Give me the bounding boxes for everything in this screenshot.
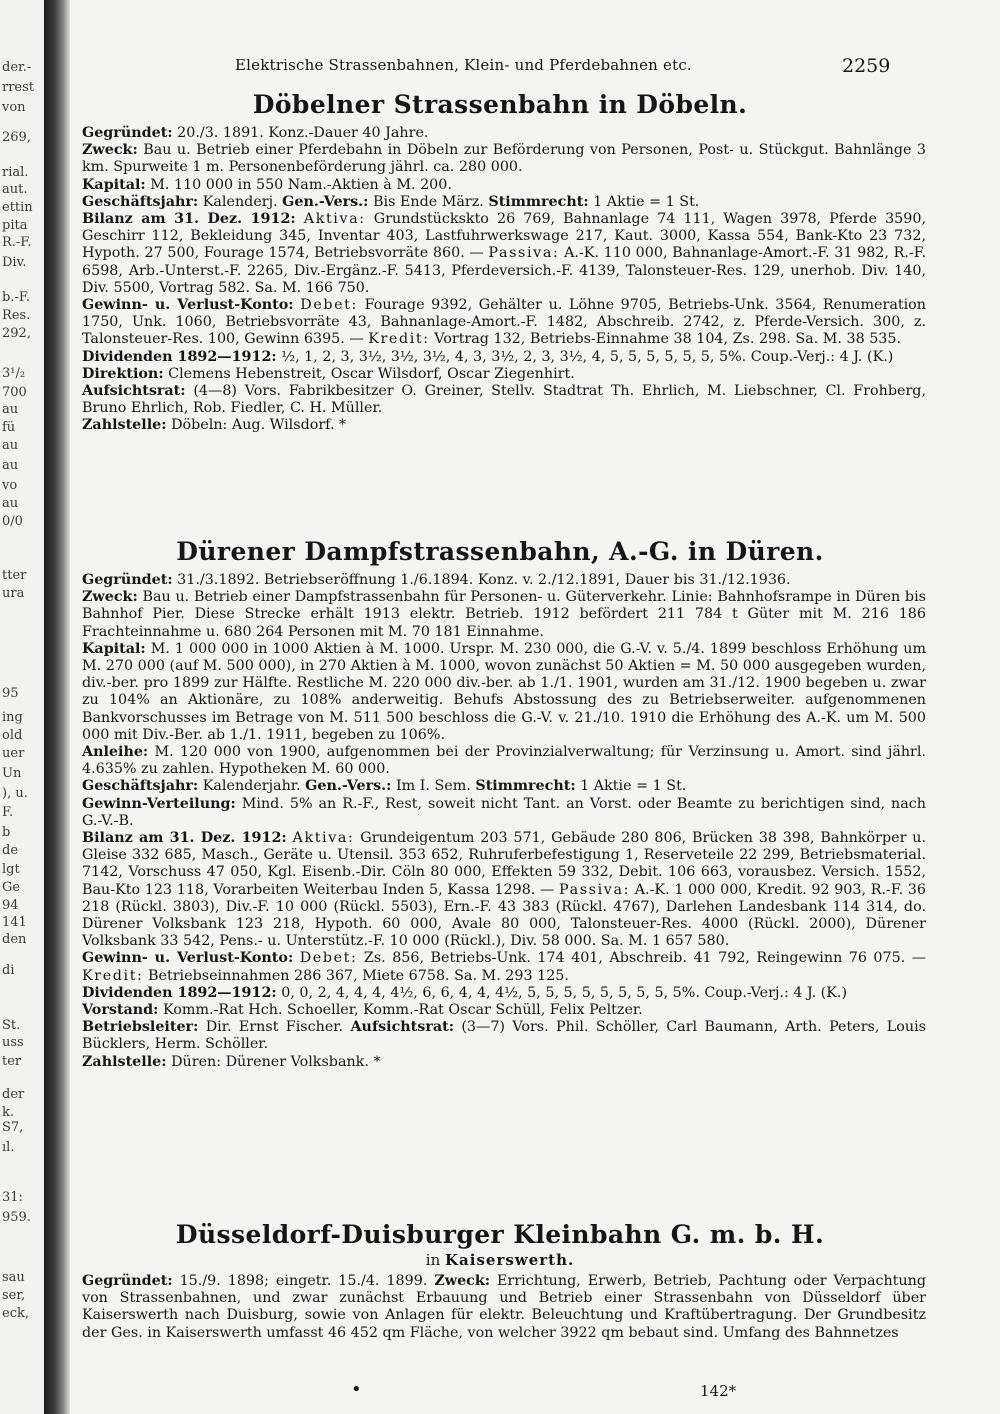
spaced-label: Kredit: xyxy=(368,331,430,348)
spaced-label: Aktiva: xyxy=(303,211,366,228)
section-body xyxy=(70,1273,930,1342)
margin-fragment: rial. xyxy=(2,165,29,180)
margin-fragment: der xyxy=(2,1087,25,1102)
section-duerener xyxy=(70,537,930,1071)
field-text: Bis Ende März. xyxy=(372,193,484,210)
entry-paragraph xyxy=(70,950,930,984)
margin-fragment: lgt xyxy=(2,862,20,877)
entry-paragraph xyxy=(70,383,930,417)
field-text: (3—7) Vors. Phil. Schöller, Carl Baumann, Arth. Peters, Louis Bücklers, Herm. Schöller. xyxy=(82,1019,926,1053)
margin-fragment: b.-F. xyxy=(2,290,30,305)
subtitle-prefix: in xyxy=(425,1251,441,1269)
margin-fragment: ser, xyxy=(2,1288,26,1303)
field-text: Im I. Sem. xyxy=(395,778,471,795)
entry-paragraph xyxy=(70,830,930,950)
entry-paragraph xyxy=(70,417,930,434)
margin-fragment: Res. xyxy=(2,308,31,323)
field-text: A.-K. 110 000, Bahnanlage-Amort.-F. 31 982, R.-F. 6598, Arb.-Unterst.-F. 2265, Div.-Ergänz.-F. 5413, Pferdeversich.-F. 4139, Talonsteuer-Res. 129, unerhob. Div. 140, Div. 5500, Vortrag 582. Sa. M. 166 750. xyxy=(82,245,927,296)
field-text: Fourage 9392, Gehälter u. Löhne 9705, Betriebs-Unk. 3564, Renumeration 1750, Unk. 1060, Betriebsvorräte 43, Bahnanlage-Amort.-F. 1482, Abschreib. 2742, z. Pferde-Versich. 300, z. Talonsteuer-Res. 100, Gewinn 6395. — xyxy=(82,297,927,348)
section-title: Düsseldorf-Duisburger Kleinbahn G. m. b. H. xyxy=(175,1220,825,1249)
field-text: 1 Aktie = 1 St. xyxy=(580,778,687,795)
margin-fragment: ettin xyxy=(2,200,33,215)
field-label: Gegründet: xyxy=(82,572,173,588)
field-label: Kapital: xyxy=(82,176,146,193)
field-label: Geschäftsjahr: xyxy=(82,778,199,795)
field-label: Betriebsleiter: xyxy=(82,1019,199,1036)
field-label: Zweck: xyxy=(82,142,138,159)
margin-fragment: F. xyxy=(2,805,14,820)
field-label: Aufsichtsrat: xyxy=(350,1019,455,1036)
margin-fragment: di xyxy=(2,963,15,978)
field-text: Mind. 5% an R.-F., Rest, soweit nicht Tant. an Vorst. oder Beamte zu berichtigen sind, nach G.-V.-B. xyxy=(82,795,926,829)
field-text: 20./3. 1891. Konz.-Dauer 40 Jahre. xyxy=(177,125,429,141)
field-label: Gen.-Vers.: xyxy=(305,778,392,795)
margin-fragment: sau xyxy=(2,1270,25,1285)
section-body xyxy=(70,125,930,435)
margin-fragment: old xyxy=(2,728,23,743)
section-subtitle xyxy=(70,1251,930,1269)
margin-fragment: aut. xyxy=(2,182,28,197)
field-label: Zahlstelle: xyxy=(82,1053,167,1070)
field-text: Betriebseinnahmen 286 367, Miete 6758. Sa. M. 293 125. xyxy=(148,967,569,984)
field-label: Gegründet: xyxy=(82,1273,173,1289)
field-text: M. 1 000 000 in 1000 Aktien à M. 1000. Urspr. M. 230 000, die G.-V. v. 5./4. 1899 beschloss Erhöhung um M. 270 000 (auf M. 500 000), in 270 Aktien à M. 1000, wovon zunächst 50 Aktien = M. 50 000 ausgegeben wurden, div.-ber. pro 1899 zur Hälfte. Restliche M. 220 000 div.-ber. ab 1./1. 1901, wurden am 31./12. 1900 begeben u. zwar zu 104% an Aktionäre, zu 108% anderweitig. Behufs Abstossung des zu Betriebserweiter. aufgenommenen Bankvorschusses im Betrage von M. 511 500 beschloss die G.-V. v. 21./10. 1910 die Erhöhung des A.-K. um M. 500 000 mit Div.-Ber. ab 1./1. 1911, begeben zu 106%. xyxy=(82,640,926,743)
field-text: 0, 0, 2, 4, 4, 4, 4½, 6, 6, 4, 4, 4½, 5, 5, 5, 5, 5, 5, 5, 5, 5%. Coup.-Verj.: 4 J. (K.) xyxy=(281,984,848,1001)
field-text: Zs. 856, Betriebs-Unk. 174 401, Abschreib. 41 792, Reingewinn 76 075. — xyxy=(363,950,927,967)
margin-fragment: ), u. xyxy=(2,786,28,801)
margin-fragment: ıl. xyxy=(2,1140,15,1155)
entry-paragraph xyxy=(70,572,930,589)
margin-fragment: vo xyxy=(2,478,18,493)
section-title: Döbelner Strassenbahn in Döbeln. xyxy=(252,90,748,119)
field-text: Kalenderj. xyxy=(202,193,278,210)
entry-paragraph xyxy=(70,349,930,366)
field-label: Gegründet: xyxy=(82,125,173,141)
margin-fragment: eck, xyxy=(2,1306,29,1321)
field-label: Aufsichtsrat: xyxy=(82,383,186,400)
margin-fragment: von xyxy=(2,100,26,115)
field-label: Zweck: xyxy=(434,1273,491,1289)
field-label: Gewinn-Verteilung: xyxy=(82,795,236,812)
entry-paragraph xyxy=(70,744,930,778)
field-text: 15./9. 1898; eingetr. 15./4. 1899. xyxy=(179,1273,428,1289)
field-label: Dividenden 1892—1912: xyxy=(82,984,277,1001)
field-text: Grundeigentum 203 571, Gebäude 280 806, Brücken 38 398, Bahnkörper u. Gleise 332 685, Masch., Geräte u. Utensil. 353 652, Ruhruferbefestigung 1, Reserveteile 22 299, Betriebsmaterial. 7142, Vorschuss 47 050, Kgl. Eisenb.-Dir. Cöln 80 000, Effekten 59 332, Debit. 106 663, vorausbez. Versich. 1552, Bau-Kto 123 118, Vorarbeiten Weiterbau Inden 5, Kassa 1298. — xyxy=(82,830,926,898)
margin-fragment: 3¹/₂ xyxy=(2,366,26,381)
field-text: Kalenderjahr. xyxy=(202,778,301,795)
field-text: (4—8) Vors. Fabrikbesitzer O. Greiner, Stellv. Stadtrat Th. Ehrlich, M. Liebschner, Cl. Frohberg, Bruno Ehrlich, Rob. Fiedler, C. H. Müller. xyxy=(82,383,927,417)
field-label: Bilanz am 31. Dez. 1912: xyxy=(82,830,287,847)
section-duesseldorf-duisburger xyxy=(70,1220,930,1342)
field-label: Stimmrecht: xyxy=(475,778,576,795)
field-text: M. 120 000 von 1900, aufgenommen bei der Provinzialverwaltung; für Verzinsung u. Amort. sind jährl. 4.635% zu zahlen. Hypotheken M. 60 000. xyxy=(82,744,927,778)
spaced-label: Debet: xyxy=(299,950,358,967)
margin-fragment: ura xyxy=(2,586,25,601)
subtitle-place: Kaiserswerth. xyxy=(445,1251,575,1269)
entry-paragraph xyxy=(70,125,930,142)
field-text: Bau u. Betrieb einer Dampfstrassenbahn für Personen- u. Güterverkehr. Linie: Bahnhofsrampe in Düren bis Bahnhof Pier. Diese Strecke erhält 1913 elektr. Betrieb. 1912 befördert 211 784 t Güter mit M. 216 186 Frachteinnahme u. 680 264 Personen mit M. 70 181 Einnahme. xyxy=(82,589,926,640)
field-text: A.-K. 1 000 000, Kredit. 92 903, R.-F. 36 218 (Rückl. 3803), Div.-F. 10 000 (Rückl. 5503), Ern.-F. 43 383 (Rückl. 4767), Darlehen Landesbank 114 314, do. Dürener Volksbank 123 218, Hypoth. 60 000, Avale 80 000, Talonsteuer-Res. 4000 (Rückl. 2000), Dürener Volksbank 33 542, Pens.- u. Unterstütz.-F. 10 000 (Rückl.), Div. 58 000. Sa. M. 1 657 580. xyxy=(82,881,926,950)
field-text: Komm.-Rat Hch. Schoeller, Komm.-Rat Oscar Schüll, Felix Peltzer. xyxy=(162,1002,643,1019)
margin-fragment: Ge xyxy=(2,880,21,895)
page-number: 2259 xyxy=(842,55,891,77)
field-text: Clemens Hebenstreit, Oscar Wilsdorf, Oscar Ziegenhirt. xyxy=(168,365,575,382)
margin-fragment: 94 xyxy=(2,898,19,913)
spaced-label: Debet: xyxy=(300,297,358,314)
page xyxy=(70,0,1000,1414)
field-label: Gewinn- u. Verlust-Konto: xyxy=(82,297,294,314)
entry-paragraph xyxy=(70,985,930,1002)
margin-fragment: den xyxy=(2,932,27,947)
field-label: Geschäftsjahr: xyxy=(82,193,199,210)
margin-fragment: tter xyxy=(2,568,27,583)
field-label: Bilanz am 31. Dez. 1912: xyxy=(82,211,296,228)
margin-fragment: Un xyxy=(2,766,22,781)
field-label: Anleihe: xyxy=(82,744,149,761)
spaced-label: Passiva: xyxy=(488,245,560,262)
field-text: M. 110 000 in 550 Nam.-Aktien à M. 200. xyxy=(150,176,452,193)
margin-fragment: 141 xyxy=(2,915,27,930)
field-text: Bau u. Betrieb einer Pferdebahn in Döbeln zur Beförderung von Personen, Post- u. Stückgut. Bahnlänge 3 km. Spurweite 1 m. Personenbeförderung jährl. ca. 280 000. xyxy=(82,142,926,176)
field-text: Grundstückskto 26 769, Bahnanlage 74 111, Wagen 3978, Pferde 3590, Geschirr 112, Bekleidung 345, Inventar 403, Lastfuhrwerkswage 217, Kaut. 3000, Kassa 554, Bank-Kto 23 732, Hypoth. 27 500, Fourage 1574, Betriebsvorräte 860. — xyxy=(82,211,927,262)
footer-dot: • xyxy=(351,1379,362,1400)
entry-paragraph xyxy=(70,297,930,349)
field-text: Errichtung, Erwerb, Betrieb, Pachtung oder Verpachtung von Strassenbahnen, und zwar zunächst Erbauung und Betrieb einer Strassenbahn von Düsseldorf über Kaiserswerth nach Duisburg, sowie von Anlagen für elektr. Beleuchtung und Kraftübertragung. Der Grundbesitz der Ges. in Kaiserswerth umfasst 46 452 qm Fläche, von welcher 3922 qm bebaut sind. Umfang des Bahnnetzes xyxy=(82,1273,926,1341)
spaced-label: Kredit: xyxy=(82,967,144,984)
margin-fragment: au xyxy=(2,496,19,511)
field-label: Gewinn- u. Verlust-Konto: xyxy=(82,950,294,967)
section-body xyxy=(70,572,930,1071)
spaced-label: Aktiva: xyxy=(292,830,355,847)
margin-fragment: au xyxy=(2,438,19,453)
margin-fragment: R.-F. xyxy=(2,235,32,250)
field-label: Dividenden 1892—1912: xyxy=(82,348,277,365)
margin-fragment: uer xyxy=(2,746,25,761)
entry-paragraph xyxy=(70,796,930,830)
entry-paragraph xyxy=(70,641,930,744)
entry-paragraph xyxy=(70,1002,930,1019)
entry-paragraph xyxy=(70,177,930,194)
field-label: Stimmrecht: xyxy=(488,193,589,210)
entry-paragraph xyxy=(70,589,930,641)
margin-fragment: S7, xyxy=(2,1120,24,1135)
field-label: Zahlstelle: xyxy=(82,417,167,434)
margin-fragment: uss xyxy=(2,1035,24,1050)
field-text: Vortrag 132, Betriebs-Einnahme 38 104, Zs. 298. Sa. M. 38 535. xyxy=(434,331,902,348)
entry-paragraph xyxy=(70,1054,930,1071)
margin-fragment: 959. xyxy=(2,1210,31,1225)
running-title: Elektrische Strassenbahnen, Klein- und Pferdebahnen etc. xyxy=(235,56,692,74)
entry-paragraph xyxy=(70,142,930,176)
margin-fragment: Div. xyxy=(2,255,27,270)
margin-fragment: rrest xyxy=(2,80,35,95)
entry-paragraph xyxy=(70,1273,930,1342)
field-text: 31./3.1892. Betriebseröffnung 1./6.1894. Konz. v. 2./12.1891, Dauer bis 31./12.1936. xyxy=(177,572,791,588)
margin-fragment: pita xyxy=(2,218,28,233)
entry-paragraph xyxy=(70,194,930,211)
margin-fragment: k. xyxy=(2,1105,15,1120)
entry-paragraph xyxy=(70,366,930,383)
margin-fragment: ter xyxy=(2,1054,22,1069)
field-label: Direktion: xyxy=(82,365,164,382)
margin-fragment: 95 xyxy=(2,686,19,701)
margin-fragment: ing xyxy=(2,710,23,725)
field-label: Zweck: xyxy=(82,589,138,606)
margin-fragment: 269, xyxy=(2,130,31,145)
margin-fragment: de xyxy=(2,843,19,858)
spaced-label: Passiva: xyxy=(559,881,630,898)
field-text: Dir. Ernst Fischer. xyxy=(205,1019,344,1036)
margin-fragment: au xyxy=(2,458,19,473)
signature-mark: 142* xyxy=(700,1382,737,1400)
margin-fragment: St. xyxy=(2,1018,21,1033)
entry-paragraph xyxy=(70,211,930,297)
field-label: Vorstand: xyxy=(82,1002,159,1019)
field-text: 1 Aktie = 1 St. xyxy=(593,193,700,210)
entry-paragraph xyxy=(70,778,930,795)
section-doebelner xyxy=(70,90,930,435)
margin-fragment: au xyxy=(2,402,19,417)
margin-fragment: 0/0 xyxy=(2,514,23,529)
margin-fragment: 292, xyxy=(2,326,31,341)
field-label: Gen.-Vers.: xyxy=(282,193,369,210)
margin-fragment: 700 xyxy=(2,385,27,400)
field-text: Düren: Dürener Volksbank. * xyxy=(171,1053,381,1070)
margin-fragment: 31: xyxy=(2,1190,23,1205)
adjacent-page-strip xyxy=(0,0,45,1414)
margin-fragment: der.- xyxy=(2,60,32,75)
entry-paragraph xyxy=(70,1019,930,1053)
field-label: Kapital: xyxy=(82,640,146,657)
section-title: Dürener Dampfstrassenbahn, A.-G. in Düren. xyxy=(176,537,824,566)
margin-fragment: fü xyxy=(2,420,16,435)
field-text: Döbeln: Aug. Wilsdorf. * xyxy=(171,417,347,434)
margin-fragment: b xyxy=(2,825,11,840)
field-text: ½, 1, 2, 3, 3½, 3½, 3½, 4, 3, 3½, 2, 3, 3½, 4, 5, 5, 5, 5, 5, 5, 5%. Coup.-Verj.: 4 J. (K.) xyxy=(281,348,894,365)
book-gutter xyxy=(44,0,70,1414)
